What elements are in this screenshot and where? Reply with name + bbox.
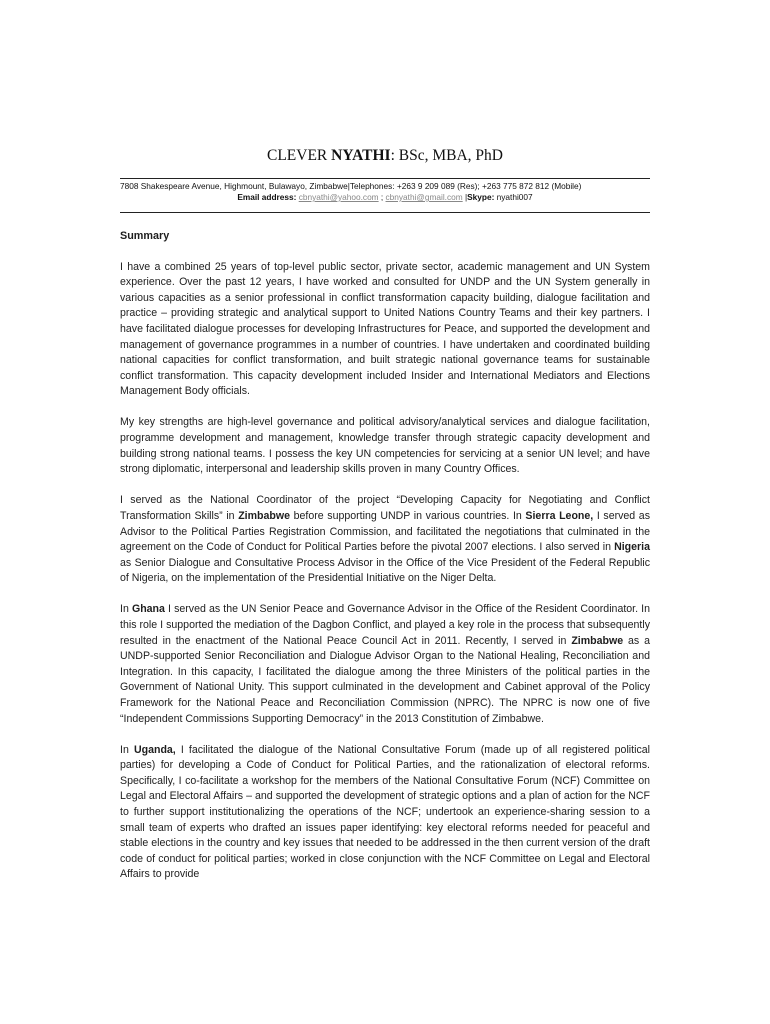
p4-bold-ghana: Ghana bbox=[131, 603, 165, 616]
contact-block bbox=[120, 181, 650, 203]
email-label: Email address: bbox=[237, 192, 297, 202]
email-skype-line bbox=[120, 192, 650, 203]
skype-id: nyathi007 bbox=[494, 192, 533, 202]
email-link-yahoo[interactable]: cbnyathi@yahoo.com bbox=[298, 192, 379, 202]
email-link-gmail[interactable]: cbnyathi@gmail.com bbox=[385, 192, 463, 202]
p5-text-1: In bbox=[120, 743, 134, 756]
p4-text-2: I served as the UN Senior Peace and Governance Advisor in the Office of the Resident Coordinator. In this role I supported the mediation of the Dagbon Conflict, and played a key role in the process that subsequently resulted in the enactment of the National Peace Council Act in 2011. Recently, I served in bbox=[120, 603, 651, 647]
summary-heading: Summary bbox=[120, 230, 170, 242]
bottom-divider bbox=[120, 212, 650, 213]
skype-separator: | bbox=[462, 192, 468, 202]
p3-bold-zimbabwe: Zimbabwe bbox=[238, 509, 290, 522]
summary-section bbox=[120, 229, 650, 898]
p3-text-1: I served as the National Coordinator of the project “Developing Capacity for Negotiating and Conflict Transformation Skills” in bbox=[120, 494, 650, 522]
top-divider bbox=[120, 178, 650, 179]
name-first: CLEVER bbox=[267, 147, 332, 164]
name-last: NYATHI bbox=[331, 147, 391, 164]
p3-bold-nigeria: Nigeria bbox=[614, 541, 650, 554]
summary-paragraph-5 bbox=[120, 743, 650, 883]
p5-text-2: I facilitated the dialogue of the National Consultative Forum (made up of all registered political parties) for developing a Code of Conduct for Political Parties, and the rationalization of electoral reforms. Specifically, I co-facilitate a workshop for the members of the National Consultative Forum (NCF) Committee on Legal and Electoral Affairs – and supported the development of strategic options and a plan of action for the NCF to further support institutionalizing the operations of the NCF; undertook an experience-sharing session to a small team of experts who drafted an issues paper identifying: key electoral reforms needed for peaceful and stable elections in the country and key issues that needed to be addressed in the then current version of the draft code of conduct for political parties; worked in close conjunction with the NCF Committee on Legal and Electoral Affairs to provide bbox=[120, 743, 650, 881]
email-separator: ; bbox=[378, 192, 386, 202]
p4-text-1: In bbox=[120, 603, 132, 616]
p3-bold-sierra-leone: Sierra Leone, bbox=[525, 509, 594, 522]
summary-paragraph-1: I have a combined 25 years of top-level public sector, private sector, academic management and UN System experience. Over the past 12 years, I have worked and consulted for UNDP and the UN System generally in various capacities as a senior professional in conflict transformation capacity building, dialogue facilitation and practice – providing strategic and analytical support to United Nations Country Teams and their key partners. I have facilitated dialogue processes for developing Infrastructures for Peace, and supported the development and management of governance programmes in a number of countries. I have undertaken and coordinated building national capacities for conflict transformation, and built strategic national governance teams for sustainable conflict transformation. This capacity development included Insider and International Mediators and Elections Management Body officials. bbox=[120, 260, 650, 398]
p3-text-4: as Senior Dialogue and Consultative Process Advisor in the Office of the Vice President of the Federal Republic of Nigeria, on the implementation of the Presidential Initiative on the Niger Delta. bbox=[120, 556, 650, 585]
name-credentials: : BSc, MBA, PhD bbox=[390, 147, 503, 164]
address-phone-line: 7808 Shakespeare Avenue, Highmount, Bulawayo, Zimbabwe|Telephones: +263 9 209 089 (Res); +263 775 872 812 (Mobile) bbox=[120, 181, 582, 191]
p4-bold-zimbabwe: Zimbabwe bbox=[571, 634, 624, 647]
document-title bbox=[0, 147, 770, 165]
p3-text-3: I served as Advisor to the Political Parties Registration Commission, and facilitated the negotiations that culminated in the agreement on the Code of Conduct for Political Parties before the pivotal 2007 elections. I also served in bbox=[120, 509, 650, 554]
p5-bold-uganda: Uganda, bbox=[133, 743, 176, 756]
p3-text-2: before supporting UNDP in various countries. In bbox=[290, 509, 526, 522]
summary-paragraph-2: My key strengths are high-level governance and political advisory/analytical services and dialogue facilitation, programme development and management, knowledge transfer through strategic capacity development and building strong national teams. I possess the key UN competencies for servicing at a senior UN level; and have strong diplomatic, interpersonal and leadership skills proven in many Country Offices. bbox=[120, 416, 650, 476]
skype-label: Skype: bbox=[467, 192, 495, 202]
summary-paragraph-3 bbox=[120, 493, 650, 587]
p4-text-3: as a UNDP-supported Senior Reconciliation and Dialogue Advisor Organ to the National Healing, Reconciliation and Integration. In this capacity, I facilitated the dialogue among the three Ministers of the political parties in the Government of National Unity. This support culminated in the development and Cabinet approval of the Policy Framework for the National Peace and Reconciliation Commission (NPRC). The NPRC is now one of five “Independent Commissions Supporting Democracy” in the 2013 Constitution of Zimbabwe. bbox=[120, 634, 650, 725]
summary-paragraph-4 bbox=[120, 602, 650, 727]
